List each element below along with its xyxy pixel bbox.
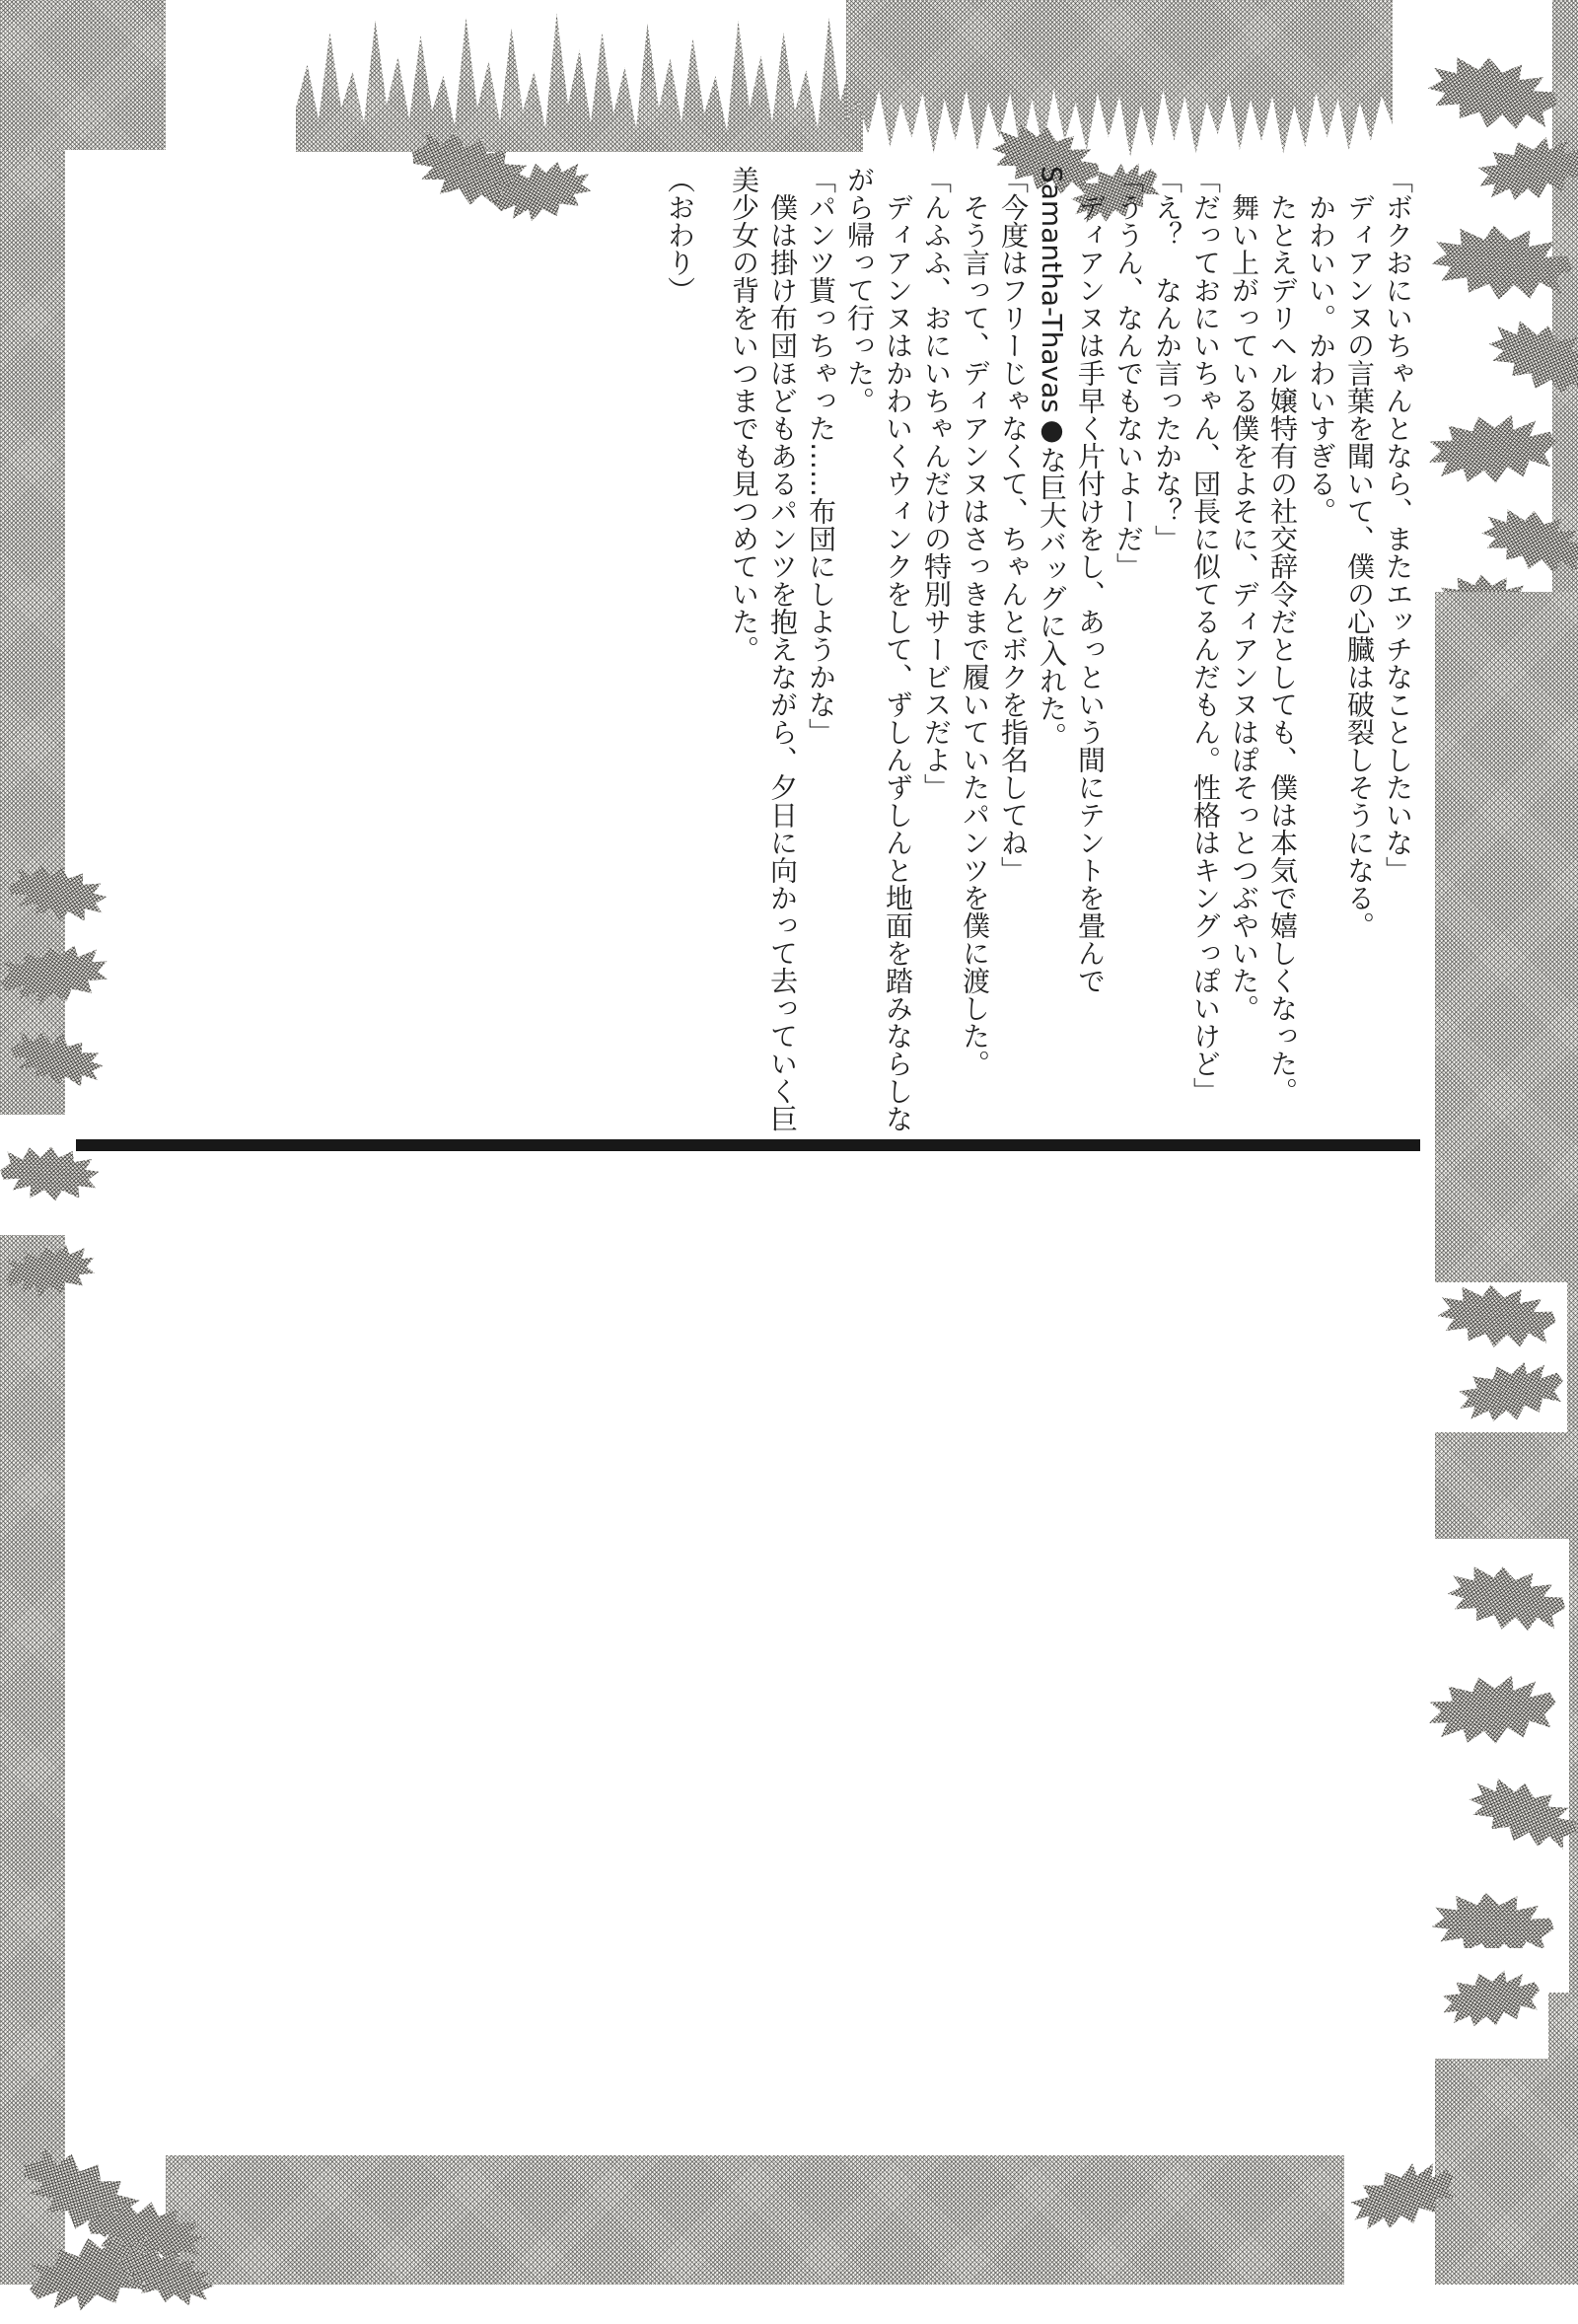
story-paragraph: ディアンヌは手早く片付けをし、あっという間にテントを畳んでSamantha-Thavas●な巨大バッグに入れた。 [1036,166,1107,994]
story-paragraph: そう言って、ディアンヌはさっきまで履いていたパンツを僕に渡した。 [959,166,991,1077]
story-paragraph: ディアンヌの言葉を聞いて、僕の心臓は破裂しそうになる。 [1343,166,1376,939]
leaf-ornament [0,1143,101,1205]
story-paragraph: ディアンヌはかわいくウィンクをして、ずしんずしんと地面を踏みならしながら帰って行った。 [843,166,914,1132]
story-paragraph: 「ううん、なんでもないよーだ」 [1112,166,1145,580]
leaf-ornament [1423,46,1563,139]
end-marker: （おわり） [664,166,696,304]
story-text [661,166,1417,1132]
story-paragraph: 「んふふ、おにいちゃんだけの特別サービスだよ」 [920,166,953,801]
story-paragraph: たとえデリヘル嬢特有の社交辞令だとしても、僕は本気で嬉しくなった。 [1266,166,1299,1105]
leaf-ornament [1425,407,1560,489]
story-paragraph: 「だっておにいちゃん、団長に似てるんだもん。性格はキングっぽいけど」 [1189,166,1222,1105]
story-paragraph: 「え？ なんか言ったかな？」 [1151,166,1184,552]
story-paragraph: 舞い上がっている僕をよそに、ディアンヌはぽそっとつぶやいた。 [1228,166,1260,1022]
border-top-band [846,0,1393,160]
border-bottom-band [166,2155,1344,2285]
story-paragraph: 「ボクおにいちゃんとなら、またエッチなことしたいな」 [1382,166,1414,884]
story-paragraph: 「パンツ貰っちゃった……布団にしようかな」 [805,166,837,746]
border-top-left-block [0,0,166,150]
story-paragraph: 「今度はフリーじゃなくて、ちゃんとボクを指名してね」 [997,166,1030,884]
section-divider [76,1139,1420,1151]
border-left-strip-upper [0,0,65,1115]
border-left-strip-lower [0,1235,65,2285]
story-paragraph: 僕は掛け布団ほどもあるパンツを抱えながら、夕日に向かって去っていく巨美少女の背をいつまでも見つめていた。 [728,166,799,1132]
story-paragraph: かわいい。かわいすぎる。 [1305,166,1337,525]
border-top-grass-band [296,6,863,152]
